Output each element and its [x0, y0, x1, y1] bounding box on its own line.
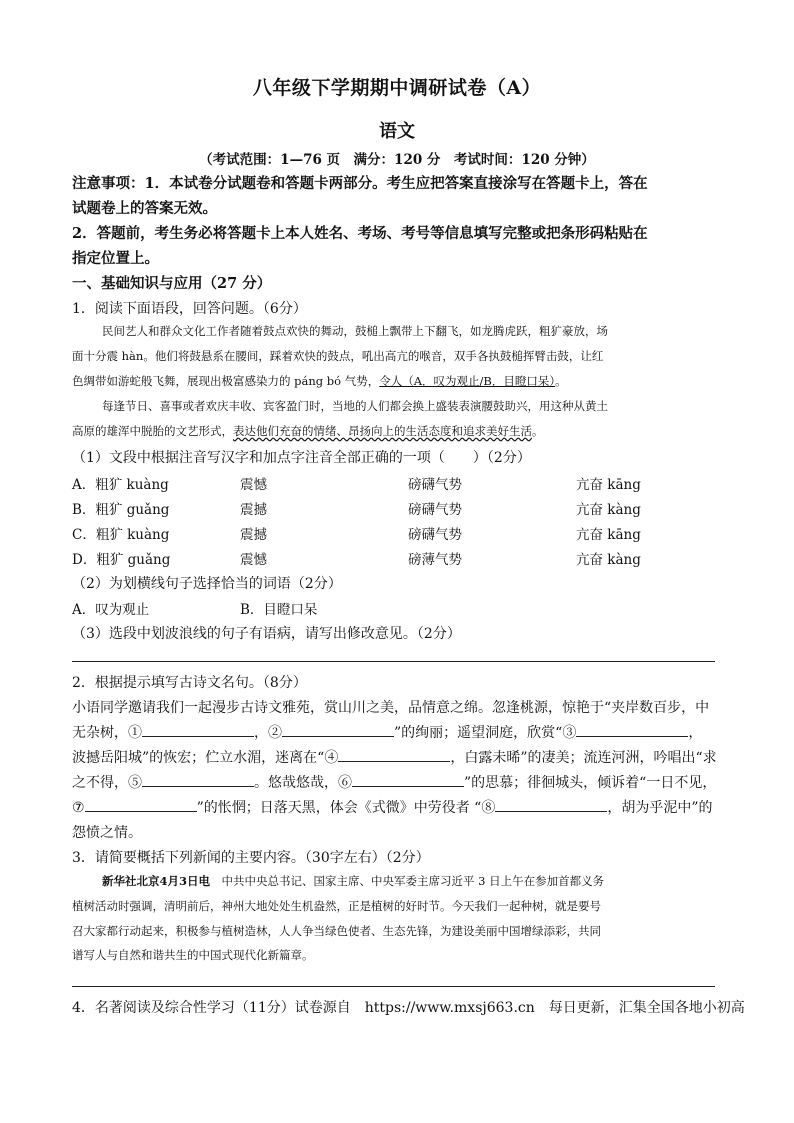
q1-passage-text: 。 [555, 374, 567, 388]
section-heading: 一、基础知识与应用（27 分） [72, 275, 272, 292]
q2-text: 波撼岳阳城”的恢宏；伫立水湄，迷离在“④ [72, 750, 339, 766]
q2-line [72, 772, 716, 792]
q1-passage-text: 高原的雄浑中脱胎的文艺形式， [72, 424, 233, 438]
q1-sub3: （3）选段中划波浪线的句子有语病，请写出修改意见。（2分） [72, 626, 461, 642]
q1-stem: 1．阅读下面语段，回答问题。（6分） [72, 301, 307, 317]
option-b-word: 震撼 [240, 502, 267, 518]
option-a-word: 震憾 [240, 477, 267, 493]
q2-text: ， [688, 725, 703, 741]
q1-passage-line [72, 423, 722, 439]
q2-text: ”的思慕；徘徊城头，倾诉着“一日不见， [464, 775, 717, 791]
option-a-word: 磅礴气势 [408, 477, 462, 493]
option-b-word: 磅礴气势 [408, 502, 462, 518]
q2-text: ”的绚丽；遥望洞庭，欣赏“③ [394, 725, 577, 741]
q1-sub2: （2）为划横线句子选择恰当的词语（2分） [72, 576, 342, 592]
option-d-word: 磅薄气势 [408, 552, 462, 568]
q2-text: ，白露未晞”的凄美；流连河洲，吟唱出“求 [450, 750, 717, 766]
q2-line [72, 797, 713, 817]
q1-sub2-option-a: A．叹为观止 [72, 602, 150, 618]
fill-blank-3[interactable] [576, 722, 688, 737]
fill-blank-5[interactable] [142, 772, 254, 787]
q2-text: ，② [254, 725, 282, 741]
option-c-word: 震撼 [240, 527, 267, 543]
option-c-word: 亢奋 kāng [576, 527, 641, 543]
q1-passage-text: 色绸带如游蛇般飞舞，展现出极富感染力的 páng bó 气势， [72, 374, 380, 388]
q1-sub2-option-b: B．目瞪口呆 [240, 602, 318, 618]
option-c-label: C．粗犷 kuàng [72, 527, 170, 543]
q2-text: ⑦ [72, 800, 85, 816]
q1-sub1: （1）文段中根据注音写汉字和加点字注音全部正确的一项（ ）（2分） [72, 450, 531, 466]
q2-line [72, 722, 702, 742]
q3-news-line [102, 873, 752, 889]
fill-blank-8[interactable] [495, 797, 607, 812]
q3-news-text: 中共中央总书记、国家主席、中央军委主席习近平 3 日上午在参加首都义务 [210, 874, 605, 888]
answer-line[interactable] [72, 986, 715, 987]
q1-passage-line: 每逢节日、喜事或者欢庆丰收、宾客盈门时，当地的人们都会换上盛装表演腰鼓助兴，用这种从黄土 [102, 399, 608, 413]
q4-stem: 4．名著阅读及综合性学习（11分）试卷源自 https://www.mxsj663.cn 每日更新，汇集全国各地小初高 [72, 1000, 745, 1016]
q3-stem: 3．请简要概括下列新闻的主要内容。（30字左右）（2分） [72, 850, 430, 866]
q2-text: 之不得，⑤ [72, 775, 142, 791]
option-c-word: 磅礴气势 [408, 527, 462, 543]
notes-line-1: 注意事项：1．本试卷分试题卷和答题卡两部分。考生应把答案直接涂写在答题卡上，答在 [72, 175, 648, 192]
option-b-word: 亢奋 kàng [576, 502, 641, 518]
fill-blank-7[interactable] [85, 797, 197, 812]
q1-passage-text: 。 [532, 424, 544, 438]
notes-line-3: 2．答题前，考生务必将答题卡上本人姓名、考场、考号等信息填写完整或把条形码粘贴在 [72, 225, 648, 242]
q2-stem: 2．根据提示填写古诗文名句。（8分） [72, 675, 307, 691]
q2-line: 怨愤之情。 [72, 825, 142, 841]
q1-passage-line: 民间艺人和群众文化工作者随着鼓点欢快的舞动，鼓槌上飘带上下翻飞，如龙腾虎跃，粗犷豪放，场 [102, 324, 608, 338]
exam-title: 八年级下学期期中调研试卷（A） [252, 77, 542, 99]
q2-text: 。悠哉悠哉，⑥ [254, 775, 352, 791]
q1-passage-line: 面十分震 hàn。他们将鼓悬系在腰间，踩着欢快的鼓点，吼出高亢的喉音，双手各执鼓槌挥臂击鼓，让红 [72, 349, 604, 363]
q2-line [72, 747, 717, 767]
q3-news-line: 植树活动时强调，清明前后，神州大地处处生机盎然，正是植树的好时节。今天我们一起种树，就是要号 [72, 899, 601, 913]
q3-dateline: 新华社北京4月3日电 [102, 874, 211, 888]
q1-passage-line [72, 373, 722, 389]
option-d-word: 亢奋 kàng [576, 552, 641, 568]
fill-blank-6[interactable] [352, 772, 464, 787]
answer-line[interactable] [72, 661, 715, 662]
option-a-label: A．粗犷 kuàng [72, 477, 169, 493]
q2-text: 无杂树，① [72, 725, 142, 741]
q2-text: ”的怅惘；日落天黑，体会《式微》中劳役者 “⑧ [196, 800, 496, 816]
q3-news-line: 谱写人与自然和谐共生的中国式现代化新篇章。 [72, 948, 314, 962]
option-a-word: 亢奋 kāng [576, 477, 641, 493]
q2-text: ，胡为乎泥中”的 [607, 800, 713, 816]
option-d-label: D．粗犷 guǎng [72, 552, 171, 568]
q2-line: 小语同学邀请我们一起漫步古诗文雅苑，赏山川之美，品情意之绵。忽逢桃源，惊艳于“夹岸数百步，中 [72, 700, 710, 716]
q1-underlined-sentence: 令人（A．叹为观止/B．目瞪口呆） [379, 374, 556, 388]
notes-line-2: 试题卷上的答案无效。 [72, 200, 217, 217]
option-b-label: B．粗犷 guǎng [72, 502, 170, 518]
fill-blank-2[interactable] [282, 722, 394, 737]
q3-news-line: 召大家都行动起来，积极参与植树造林，人人争当绿色使者、生态先锋，为建设美丽中国增绿添彩，共同 [72, 924, 601, 938]
q1-wavy-sentence: 表达他们充奋的情绪、昂扬向上的生活态度和追求美好生活 [233, 424, 532, 438]
exam-subject: 语文 [379, 121, 415, 142]
fill-blank-1[interactable] [142, 722, 254, 737]
fill-blank-4[interactable] [338, 747, 450, 762]
notes-line-4: 指定位置上。 [72, 250, 159, 267]
exam-meta: （考试范围：1—76 页 满分：120 分 考试时间：120 分钟） [199, 152, 595, 168]
option-d-word: 震憾 [240, 552, 267, 568]
